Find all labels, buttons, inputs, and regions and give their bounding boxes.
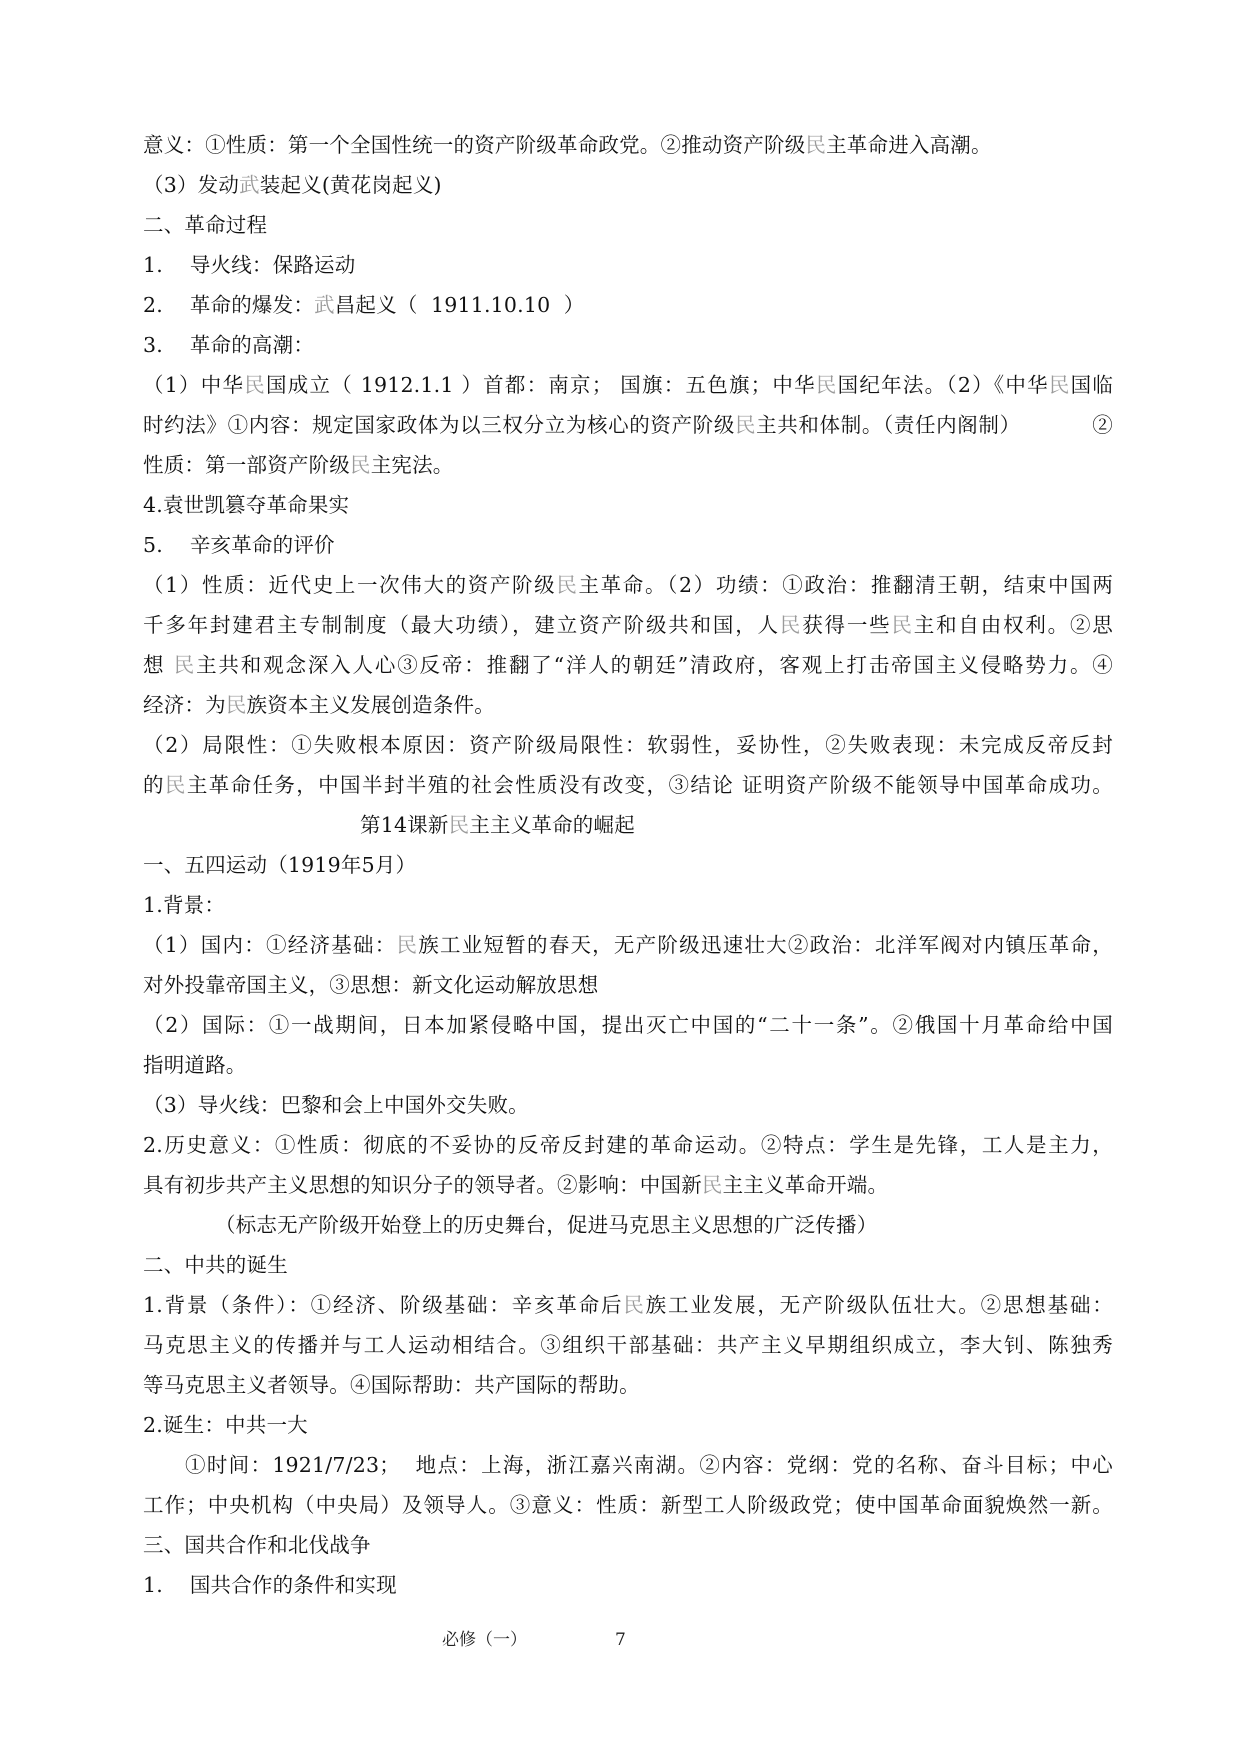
text-segment: 工作；中央机构（中央局）及领导人。③意义：性质：新型工人阶级政党；使中国革命面貌焕然一新。 — [143, 1493, 1113, 1517]
text-segment: 千多年封建君主专制制度（最大功绩），建立资产阶级共和国，人 — [143, 613, 780, 637]
watermark-char: 民 — [225, 693, 247, 717]
watermark-char: 民 — [1048, 373, 1071, 397]
text-segment: 具有初步共产主义思想的知识分子的领导者。②影响：中国新 — [143, 1173, 702, 1197]
footer-page-number: 7 — [615, 1630, 626, 1650]
text-line — [143, 370, 1113, 400]
text-segment: 3. 革命的高潮： — [143, 333, 315, 357]
text-segment: 经济：为 — [143, 693, 226, 717]
watermark-char: 民 — [350, 453, 371, 477]
text-segment: （3）发动 — [143, 173, 240, 197]
text-line — [143, 1570, 1113, 1600]
text-segment: 主革命。（2）功绩：①政治：推翻清王朝，结束中国两 — [578, 573, 1114, 597]
text-line — [143, 530, 1113, 560]
text-line — [143, 1170, 1113, 1200]
text-segment: 主主义革命的崛起 — [469, 813, 635, 837]
text-line — [143, 1530, 1113, 1560]
text-segment: 主和自由权利。②思 — [913, 613, 1113, 637]
text-segment: 装起义(黄花岗起义) — [259, 173, 442, 197]
text-line — [143, 770, 1113, 800]
text-line — [143, 1090, 1113, 1120]
watermark-char: 民 — [448, 813, 470, 837]
text-line — [143, 1250, 1113, 1280]
text-line — [143, 170, 1113, 200]
text-line — [143, 1130, 1113, 1160]
text-segment: 1. 导火线：保路运动 — [143, 253, 356, 277]
text-line — [215, 1210, 1113, 1240]
text-segment: 1. 国共合作的条件和实现 — [143, 1573, 397, 1597]
text-line — [143, 130, 1113, 160]
text-line — [360, 810, 1113, 840]
text-segment: 对外投靠帝国主义，③思想：新文化运动解放思想 — [143, 973, 599, 997]
text-line — [143, 1490, 1113, 1520]
text-segment: 主共和观念深入人心③反帝：推翻了“洋人的朝廷”清政府，客观上打击帝国主义侵略势力。④ — [196, 653, 1114, 677]
watermark-char: 民 — [779, 613, 803, 637]
watermark-char: 武 — [239, 173, 260, 197]
text-segment: 5. 辛亥革命的评价 — [143, 533, 335, 557]
text-segment: 主革命任务，中国半封半殖的社会性质没有改变，③结论 证明资产阶级不能领导中国革命成功。 — [186, 773, 1114, 797]
watermark-char: 民 — [701, 1173, 723, 1197]
text-segment: 意义：①性质：第一个全国性统一的资产阶级革命政党。②推动资产阶级 — [143, 133, 806, 157]
text-segment: 2.诞生：中共一大 — [143, 1413, 308, 1437]
text-segment: 族资本主义发展创造条件。 — [246, 693, 495, 717]
text-segment: 2. 革命的爆发： — [143, 293, 315, 317]
text-line — [143, 690, 1113, 720]
watermark-char: 民 — [815, 373, 838, 397]
text-segment: 主宪法。 — [370, 453, 454, 477]
watermark-char: 民 — [734, 413, 757, 437]
text-segment: （2）国际：①一战期间，日本加紧侵略中国，提出灭亡中国的“二十一条”。②俄国十月革命给中国 — [143, 1013, 1113, 1037]
text-line — [143, 490, 1113, 520]
text-line — [143, 1410, 1113, 1440]
text-segment: 二、中共的诞生 — [143, 1253, 288, 1277]
text-segment: 主主义革命开端。 — [722, 1173, 889, 1197]
text-line — [143, 1370, 1113, 1400]
text-segment: 性质：第一部资产阶级 — [143, 453, 350, 477]
text-line — [143, 570, 1113, 600]
text-segment: （3）导火线：巴黎和会上中国外交失败。 — [143, 1093, 529, 1117]
watermark-char: 民 — [623, 1293, 646, 1317]
text-line — [143, 1290, 1113, 1320]
text-segment: 1.背景（条件）：①经济、阶级基础：辛亥革命后 — [143, 1293, 624, 1317]
text-segment: 国纪年法。（2）《中华 — [837, 373, 1049, 397]
text-segment: 族工业短暂的春天，无产阶级迅速壮大②政治：北洋军阀对内镇压革命， — [418, 933, 1113, 957]
text-line — [143, 850, 1113, 880]
text-segment: 4.袁世凯篡夺革命果实 — [143, 493, 350, 517]
text-segment: （1）中华 — [143, 373, 245, 397]
text-segment: 第14课新 — [360, 813, 449, 837]
text-line — [143, 1010, 1113, 1040]
text-segment: 主共和体制。（责任内阁制） ② — [756, 413, 1113, 437]
text-segment: 国临 — [1070, 373, 1114, 397]
text-segment: 1.背景： — [143, 893, 226, 917]
text-segment: ①时间：1921/7/23； 地点：上海，浙江嘉兴南湖。②内容：党纲：党的名称、奋斗目标；中心 — [185, 1453, 1113, 1477]
text-segment: 昌起义（ 1911.10.10 ） — [334, 293, 585, 317]
text-segment: 2.历史意义：①性质：彻底的不妥协的反帝反封建的革命运动。②特点：学生是先锋，工人是主力， — [143, 1133, 1113, 1157]
text-line — [143, 210, 1113, 240]
text-segment: 马克思主义的传播并与工人运动相结合。③组织干部基础：共产主义早期组织成立，李大钊、陈独秀 — [143, 1333, 1113, 1357]
text-line — [143, 330, 1113, 360]
text-segment: 二、革命过程 — [143, 213, 268, 237]
text-line — [143, 410, 1113, 440]
text-segment: 三、国共合作和北伐战争 — [143, 1533, 371, 1557]
text-segment: 时约法》①内容：规定国家政体为以三权分立为核心的资产阶级 — [143, 413, 735, 437]
text-line — [143, 650, 1113, 680]
watermark-char: 武 — [314, 293, 335, 317]
text-line — [143, 1330, 1113, 1360]
text-segment: （1）性质：近代史上一次伟大的资产阶级 — [143, 573, 557, 597]
text-line — [143, 930, 1113, 960]
watermark-char: 民 — [164, 773, 187, 797]
watermark-char: 民 — [173, 653, 197, 677]
text-segment: 的 — [143, 773, 165, 797]
text-segment: 获得一些 — [802, 613, 892, 637]
text-segment: 主革命进入高潮。 — [826, 133, 992, 157]
text-segment: 国成立（ 1912.1.1 ）首都：南京； 国旗：五色旗；中华 — [266, 373, 816, 397]
text-segment: 指明道路。 — [143, 1053, 247, 1077]
text-line — [143, 970, 1113, 1000]
text-line — [185, 1450, 1113, 1480]
text-line — [143, 290, 1113, 320]
text-line — [143, 250, 1113, 280]
text-segment: 想 — [143, 653, 174, 677]
text-segment: （1）国内：①经济基础： — [143, 933, 397, 957]
watermark-char: 民 — [891, 613, 914, 637]
watermark-char: 民 — [805, 133, 827, 157]
text-segment: （2）局限性：①失败根本原因：资产阶级局限性：软弱性，妥协性，②失败表现：未完成反帝反封 — [143, 733, 1113, 757]
text-segment: 族工业发展，无产阶级队伍壮大。②思想基础： — [645, 1293, 1113, 1317]
watermark-char: 民 — [556, 573, 579, 597]
text-line — [143, 450, 1113, 480]
text-line — [143, 890, 1113, 920]
text-segment: 等马克思主义者领导。④国际帮助：共产国际的帮助。 — [143, 1373, 640, 1397]
text-line — [143, 1050, 1113, 1080]
footer-course: 必修（一） — [442, 1630, 527, 1650]
watermark-char: 民 — [244, 373, 266, 397]
text-line — [143, 730, 1113, 760]
text-line — [143, 610, 1113, 640]
text-segment: 一、五四运动（1919年5月） — [143, 853, 417, 877]
watermark-char: 民 — [396, 933, 419, 957]
text-segment: （标志无产阶级开始登上的历史舞台，促进马克思主义思想的广泛传播） — [215, 1213, 878, 1237]
